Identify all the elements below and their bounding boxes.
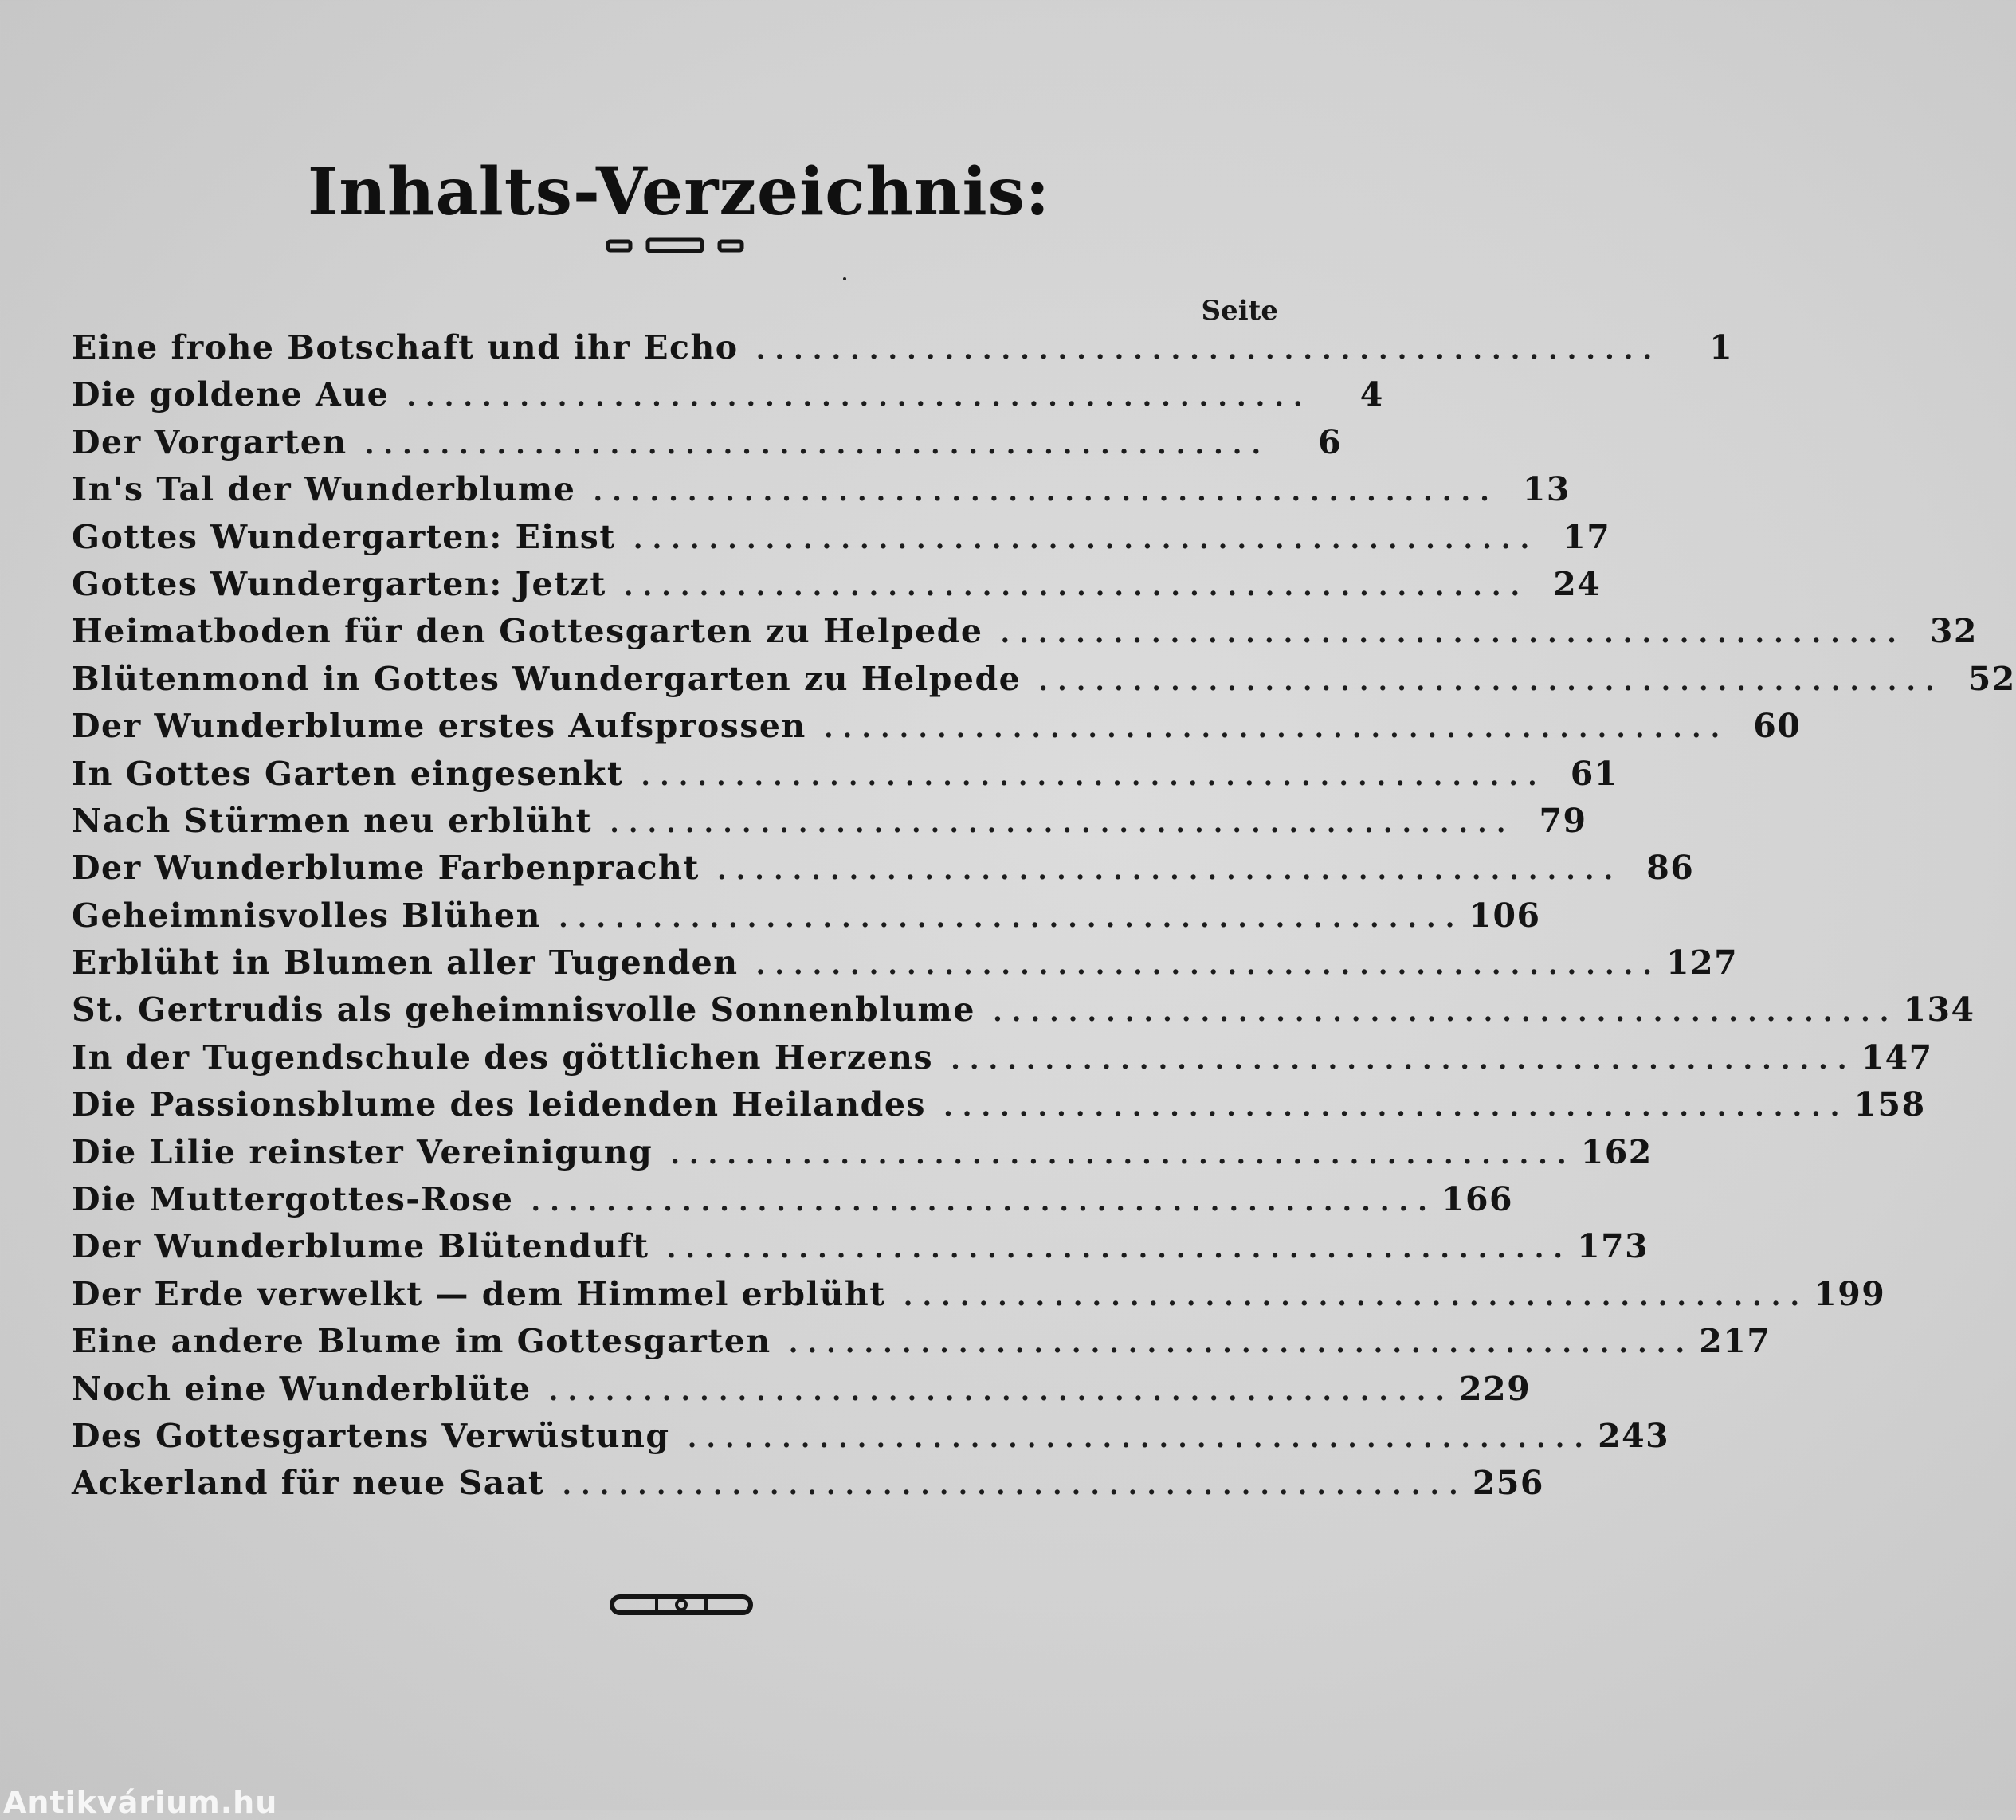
toc-entry-title: Die Passionsblume des leidenden Heilandes xyxy=(72,1085,926,1124)
toc-entry-page: 243 xyxy=(1598,1416,1670,1455)
dot-leader: . . . . . . . . . . . . . . . . . . . . . . . . . . . . . . . . . . . . . . . . . . . . . . . . xyxy=(562,1469,1458,1502)
dot-leader: . . . . . . . . . . . . . . . . . . . . . . . . . . . . . . . . . . . . . . . . . . . . . . . . xyxy=(687,1422,1584,1454)
toc-entry-page: 61 xyxy=(1570,754,1618,793)
dot-leader: . . . . . . . . . . . . . . . . . . . . . . . . . . . . . . . . . . . . . . . . . . . . . . . . xyxy=(1038,665,1935,697)
toc-entry-page: 52 xyxy=(1967,659,2016,698)
dot-leader: . . . . . . . . . . . . . . . . . . . . . . . . . . . . . . . . . . . . . . . . . . . . . . . . xyxy=(755,334,1653,366)
toc-entry-page: 1 xyxy=(1709,328,1734,367)
toc-entry-page: 32 xyxy=(1929,612,1978,651)
toc-entry xyxy=(72,896,1541,943)
toc-entry-page: 147 xyxy=(1861,1037,1933,1077)
dot-leader: . . . . . . . . . . . . . . . . . . . . . . . . . . . . . . . . . . . . . . . . . . . . . . . . xyxy=(641,759,1537,792)
dot-leader: . . . . . . . . . . . . . . . . . . . . . . . . . . . . . . . . . . . . . . . . . . . . . . . . xyxy=(633,523,1530,555)
toc-entry xyxy=(72,564,1602,612)
toc-entry-page: 17 xyxy=(1563,517,1611,556)
toc-entry-page: 60 xyxy=(1753,707,1802,746)
toc-entry xyxy=(72,612,1978,659)
toc-entry-title: Noch eine Wunderblüte xyxy=(72,1369,531,1408)
toc-entry-page: 162 xyxy=(1580,1132,1653,1171)
toc-entry xyxy=(72,1085,1926,1132)
toc-entry-title: St. Gertrudis als geheimnisvolle Sonnenblume xyxy=(72,990,975,1030)
toc-entry-title: Die Lilie reinster Vereinigung xyxy=(72,1132,653,1171)
toc-entry-title: Eine andere Blume im Gottesgarten xyxy=(72,1322,771,1361)
page-title: Inhalts-Verzeichnis: xyxy=(307,153,1051,230)
dot-leader: . . . . . . . . . . . . . . . . . . . . . . . . . . . . . . . . . . . . . . . . . . . . . . . . xyxy=(593,476,1489,508)
toc-entry-title: In Gottes Garten eingesenkt xyxy=(72,754,624,793)
dot-leader: . . . . . . . . . . . . . . . . . . . . . . . . . . . . . . . . . . . . . . . . . . . . . . . . xyxy=(666,1233,1563,1265)
toc-entry xyxy=(72,1037,1933,1085)
toc-entry xyxy=(72,659,2016,707)
toc-entry-title: Der Vorgarten xyxy=(72,422,347,461)
toc-entry xyxy=(72,1180,1514,1227)
toc-entry xyxy=(72,943,1739,990)
toc-entry xyxy=(72,1464,1544,1511)
toc-entry-title: Der Wunderblume Farbenpracht xyxy=(72,849,700,888)
toc-entry-title: Der Wunderblume Blütenduft xyxy=(72,1227,649,1266)
dot-leader: . . . . . . . . . . . . . . . . . . . . . . . . . . . . . . . . . . . . . . . . . . . . . . . . xyxy=(788,1328,1685,1360)
toc-entry-page: 199 xyxy=(1814,1274,1886,1313)
dot-leader: . . . . . . . . . . . . . . . . . . . . . . . . . . . . . . . . . . . . . . . . . . . . . . . . xyxy=(903,1280,1800,1312)
toc-entry-page: 229 xyxy=(1459,1369,1532,1408)
toc-entry-page: 6 xyxy=(1318,422,1343,461)
toc-entry-title: Nach Stürmen neu erblüht xyxy=(72,801,593,840)
toc-entry-page: 106 xyxy=(1469,896,1541,935)
toc-entry xyxy=(72,707,1802,754)
dot-leader: . . . . . . . . . . . . . . . . . . . . . . . . . . . . . . . . . . . . . . . . . . . . . . . . xyxy=(716,854,1614,887)
dot-leader: . . . . . . . . . . . . . . . . . . . . . . . . . . . . . . . . . . . . . . . . . . . . . . . . xyxy=(951,1043,1847,1076)
toc-entry-page: 217 xyxy=(1699,1322,1771,1361)
toc-entry xyxy=(72,375,1384,422)
toc-entry xyxy=(72,801,1587,849)
watermark: Antikvárium.hu xyxy=(3,1785,278,1820)
dot-leader: . . . . . . . . . . . . . . . . . . . . . . . . . . . . . . . . . . . . . . . . . . . . . . . . xyxy=(943,1091,1840,1124)
dot-leader: . . . . . . . . . . . . . . . . . . . . . . . . . . . . . . . . . . . . . . . . . . . . . . . . xyxy=(823,712,1720,745)
toc-entry-title: Gottes Wundergarten: Jetzt xyxy=(72,564,606,603)
dot-leader: . . . . . . . . . . . . . . . . . . . . . . . . . . . . . . . . . . . . . . . . . . . . . . . . xyxy=(548,1375,1445,1407)
toc-entry xyxy=(72,517,1611,565)
toc-entry-title: Der Erde verwelkt — dem Himmel erblüht xyxy=(72,1274,886,1313)
toc-entry-title: Die Muttergottes-Rose xyxy=(72,1180,514,1219)
toc-entry-title: In's Tal der Wunderblume xyxy=(72,470,576,509)
toc-entry-title: Gottes Wundergarten: Einst xyxy=(72,517,616,556)
dot-leader: . . . . . . . . . . . . . . . . . . . . . . . . . . . . . . . . . . . . . . . . . . . . . . . . xyxy=(610,806,1506,839)
toc-entry xyxy=(72,1369,1532,1417)
toc-entry-page: 79 xyxy=(1539,801,1587,840)
toc-entry-page: 173 xyxy=(1577,1227,1649,1266)
toc-entry xyxy=(72,422,1343,470)
bottom-ornament xyxy=(609,1591,754,1619)
dot-leader: . . . . . . . . . . . . . . . . . . . . . . . . . . . . . . . . . . . . . . . . . . . . . . . . xyxy=(670,1138,1567,1171)
toc-entry-page: 4 xyxy=(1359,375,1384,414)
toc-entry xyxy=(72,328,1734,375)
toc-entry-title: Ackerland für neue Saat xyxy=(72,1464,545,1503)
toc-entry-page: 13 xyxy=(1522,470,1571,509)
toc-entry-page: 166 xyxy=(1441,1180,1514,1219)
toc-entry-title: Die goldene Aue xyxy=(72,375,390,414)
toc-entry-title: Der Wunderblume erstes Aufsprossen xyxy=(72,707,806,746)
toc-entry-page: 127 xyxy=(1666,943,1739,983)
table-of-contents xyxy=(72,328,2016,1512)
toc-entry-title: Blütenmond in Gottes Wundergarten zu Helpede xyxy=(72,659,1022,698)
toc-entry-title: Eine frohe Botschaft und ihr Echo xyxy=(72,328,739,367)
toc-entry xyxy=(72,1322,1771,1369)
toc-entry-page: 134 xyxy=(1903,990,1975,1030)
toc-entry-title: In der Tugendschule des göttlichen Herzens xyxy=(72,1037,934,1077)
toc-entry xyxy=(72,470,1571,517)
toc-entry-title: Des Gottesgartens Verwüstung xyxy=(72,1416,670,1455)
stray-ink-dot xyxy=(843,277,846,280)
dot-leader: . . . . . . . . . . . . . . . . . . . . . . . . . . . . . . . . . . . . . . . . . . . . . . . . xyxy=(623,570,1520,602)
toc-entry xyxy=(72,1227,1649,1274)
toc-entry-page: 256 xyxy=(1472,1464,1544,1503)
dot-leader: . . . . . . . . . . . . . . . . . . . . . . . . . . . . . . . . . . . . . . . . . . . . . . . . xyxy=(531,1186,1427,1218)
dot-leader: . . . . . . . . . . . . . . . . . . . . . . . . . . . . . . . . . . . . . . . . . . . . . . . . xyxy=(364,428,1261,461)
dot-leader: . . . . . . . . . . . . . . . . . . . . . . . . . . . . . . . . . . . . . . . . . . . . . . . . xyxy=(992,996,1889,1029)
top-ornament xyxy=(603,236,747,255)
toc-entry-title: Erblüht in Blumen aller Tugenden xyxy=(72,943,739,983)
dot-leader: . . . . . . . . . . . . . . . . . . . . . . . . . . . . . . . . . . . . . . . . . . . . . . . . xyxy=(406,381,1303,414)
toc-entry-page: 158 xyxy=(1853,1085,1926,1124)
toc-entry xyxy=(72,1132,1653,1180)
toc-entry-page: 86 xyxy=(1646,849,1695,888)
toc-entry-page: 24 xyxy=(1553,564,1602,603)
dot-leader: . . . . . . . . . . . . . . . . . . . . . . . . . . . . . . . . . . . . . . . . . . . . . . . . xyxy=(1000,618,1896,650)
toc-entry-title: Geheimnisvolles Blühen xyxy=(72,896,541,935)
toc-entry xyxy=(72,990,1975,1037)
toc-entry xyxy=(72,849,1695,896)
toc-entry xyxy=(72,1416,1670,1464)
toc-entry xyxy=(72,1274,1886,1322)
toc-entry-title: Heimatboden für den Gottesgarten zu Helpede xyxy=(72,612,983,651)
toc-entry xyxy=(72,754,1618,802)
dot-leader: . . . . . . . . . . . . . . . . . . . . . . . . . . . . . . . . . . . . . . . . . . . . . . . . xyxy=(755,949,1653,982)
page-column-label: Seite xyxy=(1201,295,1278,327)
dot-leader: . . . . . . . . . . . . . . . . . . . . . . . . . . . . . . . . . . . . . . . . . . . . . . . . xyxy=(558,901,1455,934)
